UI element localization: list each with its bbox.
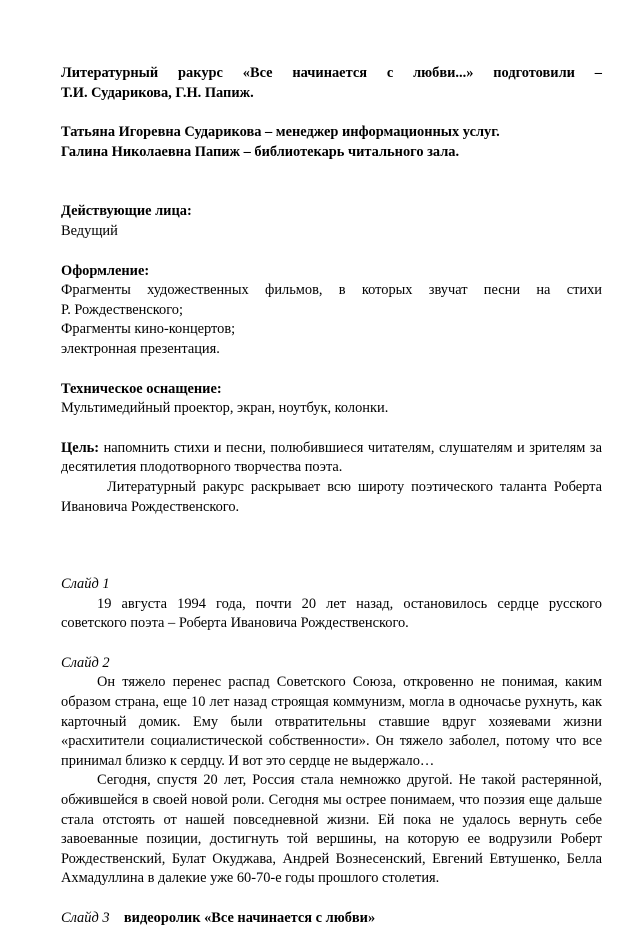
slide-2-text-1: Он тяжело перенес распад Советского Союза, откровенно не понимая, каким образом страна, еще 10 лет назад строящая коммунизм, могла в одночасье рухнуть, как карточный домик. Ему были отвратительны ставшие вдруг хозяевами жизни «расхитители социалистической собственности». Он тяжело заболел, потому что все принимал близко к сердцу. И вот это сердце не выдержало… bbox=[61, 674, 602, 769]
goal-text: напомнить стихи и песни, полюбившиеся читателям, слушателям и зрителям за десятилетия плодотворного творчества поэта. bbox=[61, 439, 602, 476]
design-item-1-line-1: Фрагменты художественных фильмов, в которых звучат песни на стихи bbox=[61, 282, 602, 299]
goal-paragraph bbox=[61, 439, 602, 478]
slide-2-label: Слайд 2 bbox=[61, 654, 110, 671]
slide-3-text: видеоролик «Все начинается с любви» bbox=[123, 910, 376, 926]
design-heading: Оформление: bbox=[61, 262, 150, 279]
header-line-2: Т.И. Сударикова, Г.Н. Папиж. bbox=[61, 84, 254, 101]
header-line-1: Литературный ракурс «Все начинается с любви...» подготовили – bbox=[61, 65, 602, 81]
slide-2-text-2: Сегодня, спустя 20 лет, Россия стала немножко другой. Не такой растерянной, обжившейся в своей новой роли. Сегодня мы острее понимаем, что поэзия еще дальше стала отстоять от нашей повседневной жизни. Ей пока не удалось вернуть себе завоеванные позиции, достигнуть той вершины, на которую ее водрузили Роберт Рождественский, Булат Окуджава, Андрей Вознесенский, Евгений Евтушенко, Белла Ахмадуллина в далекие уже 60-70-е годы прошлого столетия. bbox=[61, 772, 602, 887]
characters-value: Ведущий bbox=[61, 222, 118, 239]
characters-heading: Действующие лица: bbox=[61, 203, 192, 220]
slide-1-text: 19 августа 1994 года, почти 20 лет назад, остановилось сердце русского советского поэта – Роберта Ивановича Рождественского. bbox=[61, 595, 602, 632]
slide-1-label: Слайд 1 bbox=[61, 576, 110, 593]
slide-3-label: Слайд 3 bbox=[61, 910, 110, 926]
goal-label: Цель: bbox=[61, 439, 100, 456]
equipment-value: Мультимедийный проектор, экран, ноутбук, колонки. bbox=[61, 400, 389, 417]
slide-3-line bbox=[61, 909, 602, 929]
document-page bbox=[61, 64, 602, 929]
author-2: Галина Николаевна Папиж – библиотекарь читального зала. bbox=[61, 143, 460, 160]
goal-paragraph-2: Литературный ракурс раскрывает всю широту поэтического таланта Роберта Ивановича Рождественского. bbox=[61, 478, 602, 515]
author-1: Татьяна Игоревна Сударикова – менеджер информационных услуг. bbox=[61, 124, 500, 141]
design-item-3: электронная презентация. bbox=[61, 340, 220, 357]
design-item-1-line-2: Р. Рождественского; bbox=[61, 301, 183, 318]
design-item-2: Фрагменты кино-концертов; bbox=[61, 321, 236, 338]
equipment-heading: Техническое оснащение: bbox=[61, 380, 222, 397]
